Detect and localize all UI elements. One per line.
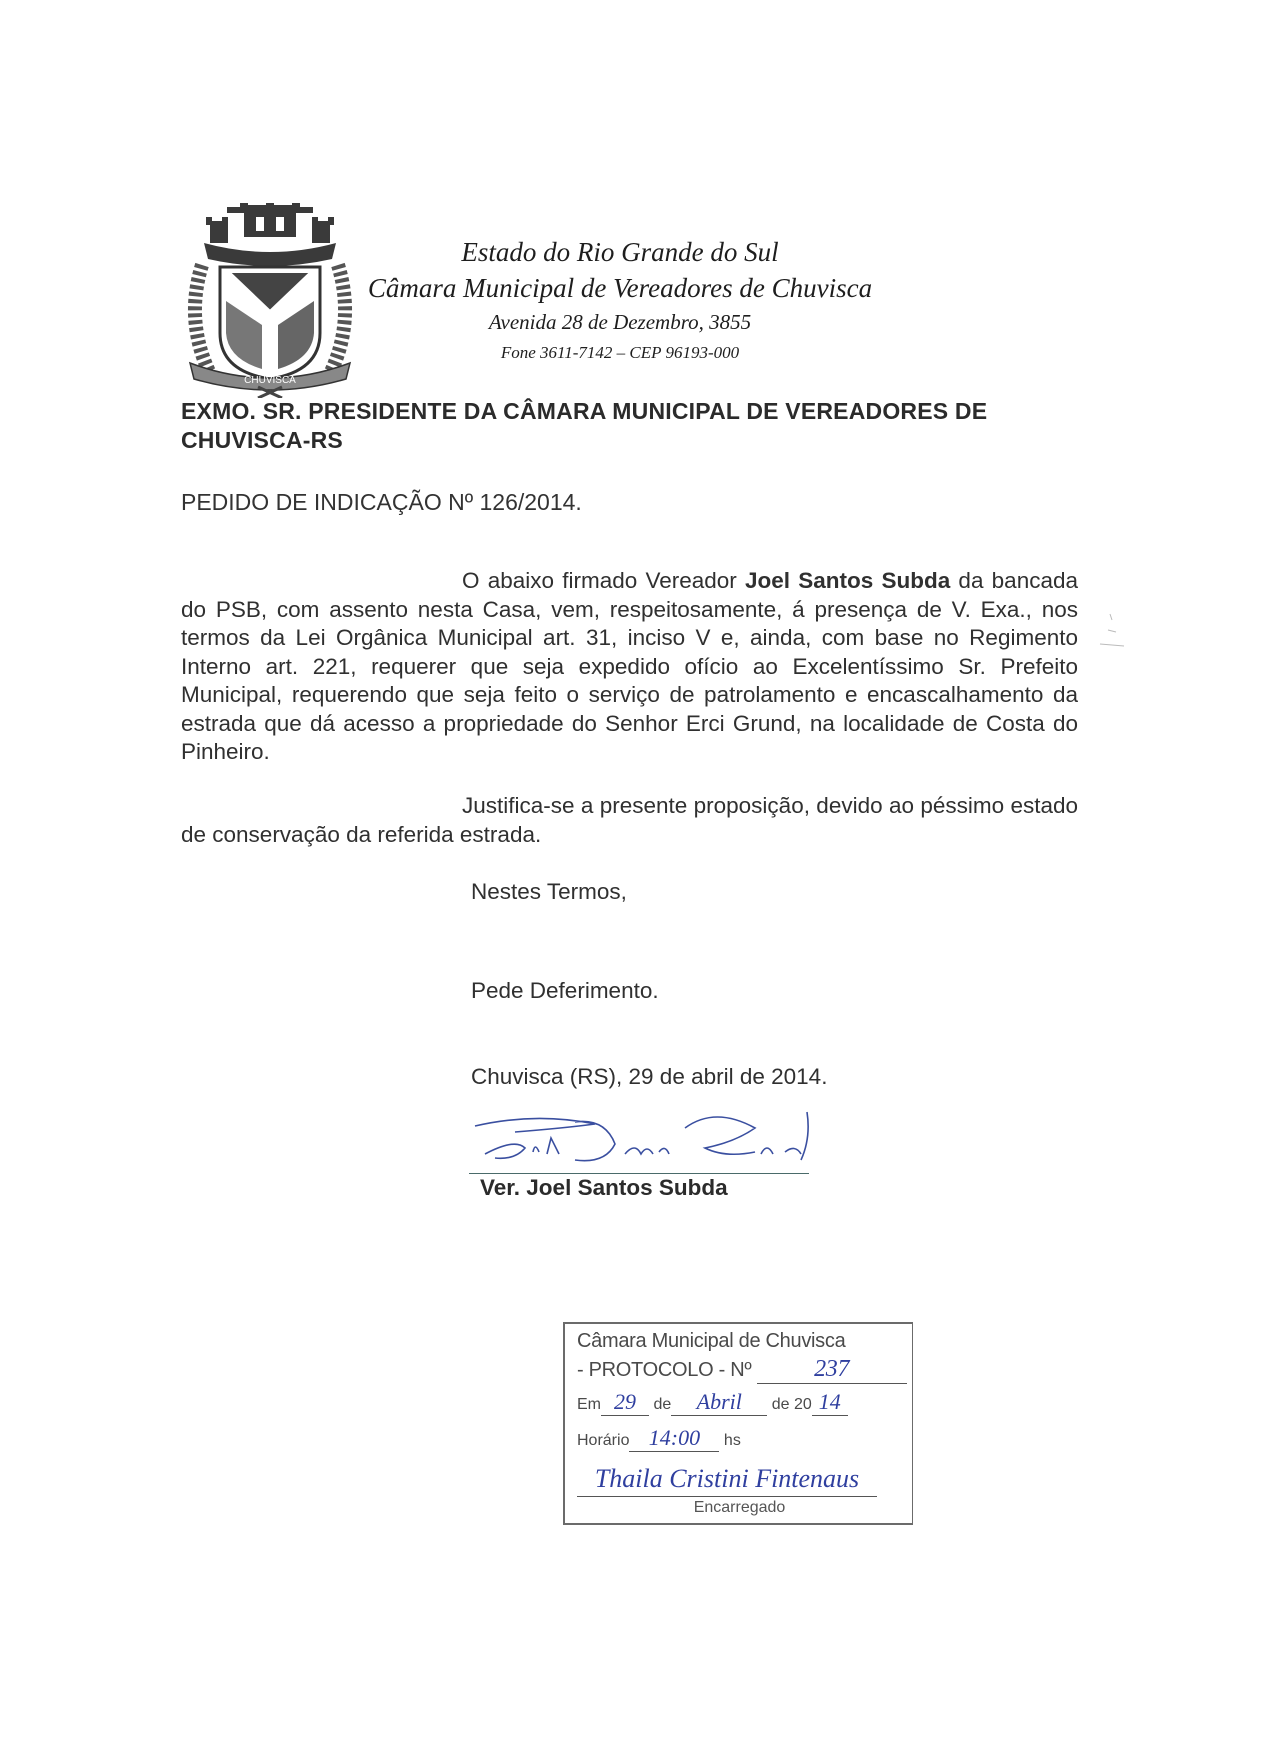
crest-ribbon-text: CHUVISCA xyxy=(244,375,296,386)
councilor-name: Joel Santos Subda xyxy=(745,568,951,593)
signatory-name: Ver. Joel Santos Subda xyxy=(480,1175,728,1200)
stamp-year-prefix: de 20 xyxy=(771,1396,812,1413)
stamp-protocol-label: - PROTOCOLO - Nº xyxy=(577,1359,752,1381)
stamp-year-suffix: 14 xyxy=(812,1389,848,1416)
closing-nestes-termos: Nestes Termos, xyxy=(471,879,627,904)
municipal-crest-logo xyxy=(182,203,358,398)
place-and-date: Chuvisca (RS), 29 de abril de 2014. xyxy=(471,1064,828,1089)
stamp-day: 29 xyxy=(601,1389,649,1416)
stamp-de-label: de xyxy=(653,1396,672,1413)
document-subject: PEDIDO DE INDICAÇÃO Nº 126/2014. xyxy=(181,489,582,515)
letterhead-contact: Fone 3611-7142 – CEP 96193-000 xyxy=(500,343,740,362)
stamp-title: Câmara Municipal de Chuvisca xyxy=(577,1330,846,1352)
paragraph-start: O abaixo firmado Vereador xyxy=(462,568,745,593)
justification-text: Justifica-se a presente proposição, devido ao péssimo estado de conservação da referida estrada. xyxy=(181,793,1078,847)
stamp-time-line xyxy=(577,1424,902,1458)
scan-artifact-marks xyxy=(1090,610,1130,670)
stamp-time: 14:00 xyxy=(629,1425,719,1452)
letterhead-chamber: Câmara Municipal de Vereadores de Chuvisca xyxy=(367,273,873,303)
stamp-protocol-number: 237 xyxy=(757,1355,907,1384)
stamp-clerk-role: Encarregado xyxy=(693,1499,786,1516)
handwritten-signature xyxy=(455,1108,825,1170)
stamp-month: Abril xyxy=(671,1389,767,1416)
stamp-hs-label: hs xyxy=(723,1432,741,1449)
body-paragraph-justification xyxy=(181,792,1078,849)
letterhead-state: Estado do Rio Grande do Sul xyxy=(461,237,779,267)
protocol-stamp xyxy=(563,1322,913,1525)
stamp-date-line xyxy=(577,1388,902,1422)
stamp-protocol-line xyxy=(577,1354,902,1386)
paragraph-rest: da bancada do PSB, com assento nesta Casa, vem, respeitosamente, á presença de V. Exa., nos termos da Lei Orgânica Municipal art. 31, inciso V e, ainda, com base no Regimento Interno art. 221, requerer que seja expedido ofício ao Excelentíssimo Sr. Prefeito Municipal, requerendo que seja feito o serviço de patrolamento e encascalhamento da estrada que dá acesso a propriedade do Senhor Erci Grund, na localidade de Costa do Pinheiro. xyxy=(181,568,1078,764)
letterhead-address: Avenida 28 de Dezembro, 3855 xyxy=(488,310,752,334)
stamp-time-label: Horário xyxy=(577,1432,630,1449)
stamp-clerk-signature: Thaila Cristini Fintenaus xyxy=(577,1462,877,1497)
addressee: EXMO. SR. PRESIDENTE DA CÂMARA MUNICIPAL DE VEREADORES DE CHUVISCA-RS xyxy=(181,398,988,453)
closing-pede-deferimento: Pede Deferimento. xyxy=(471,978,659,1003)
stamp-em-label: Em xyxy=(577,1396,601,1413)
body-paragraph-request xyxy=(181,567,1078,767)
